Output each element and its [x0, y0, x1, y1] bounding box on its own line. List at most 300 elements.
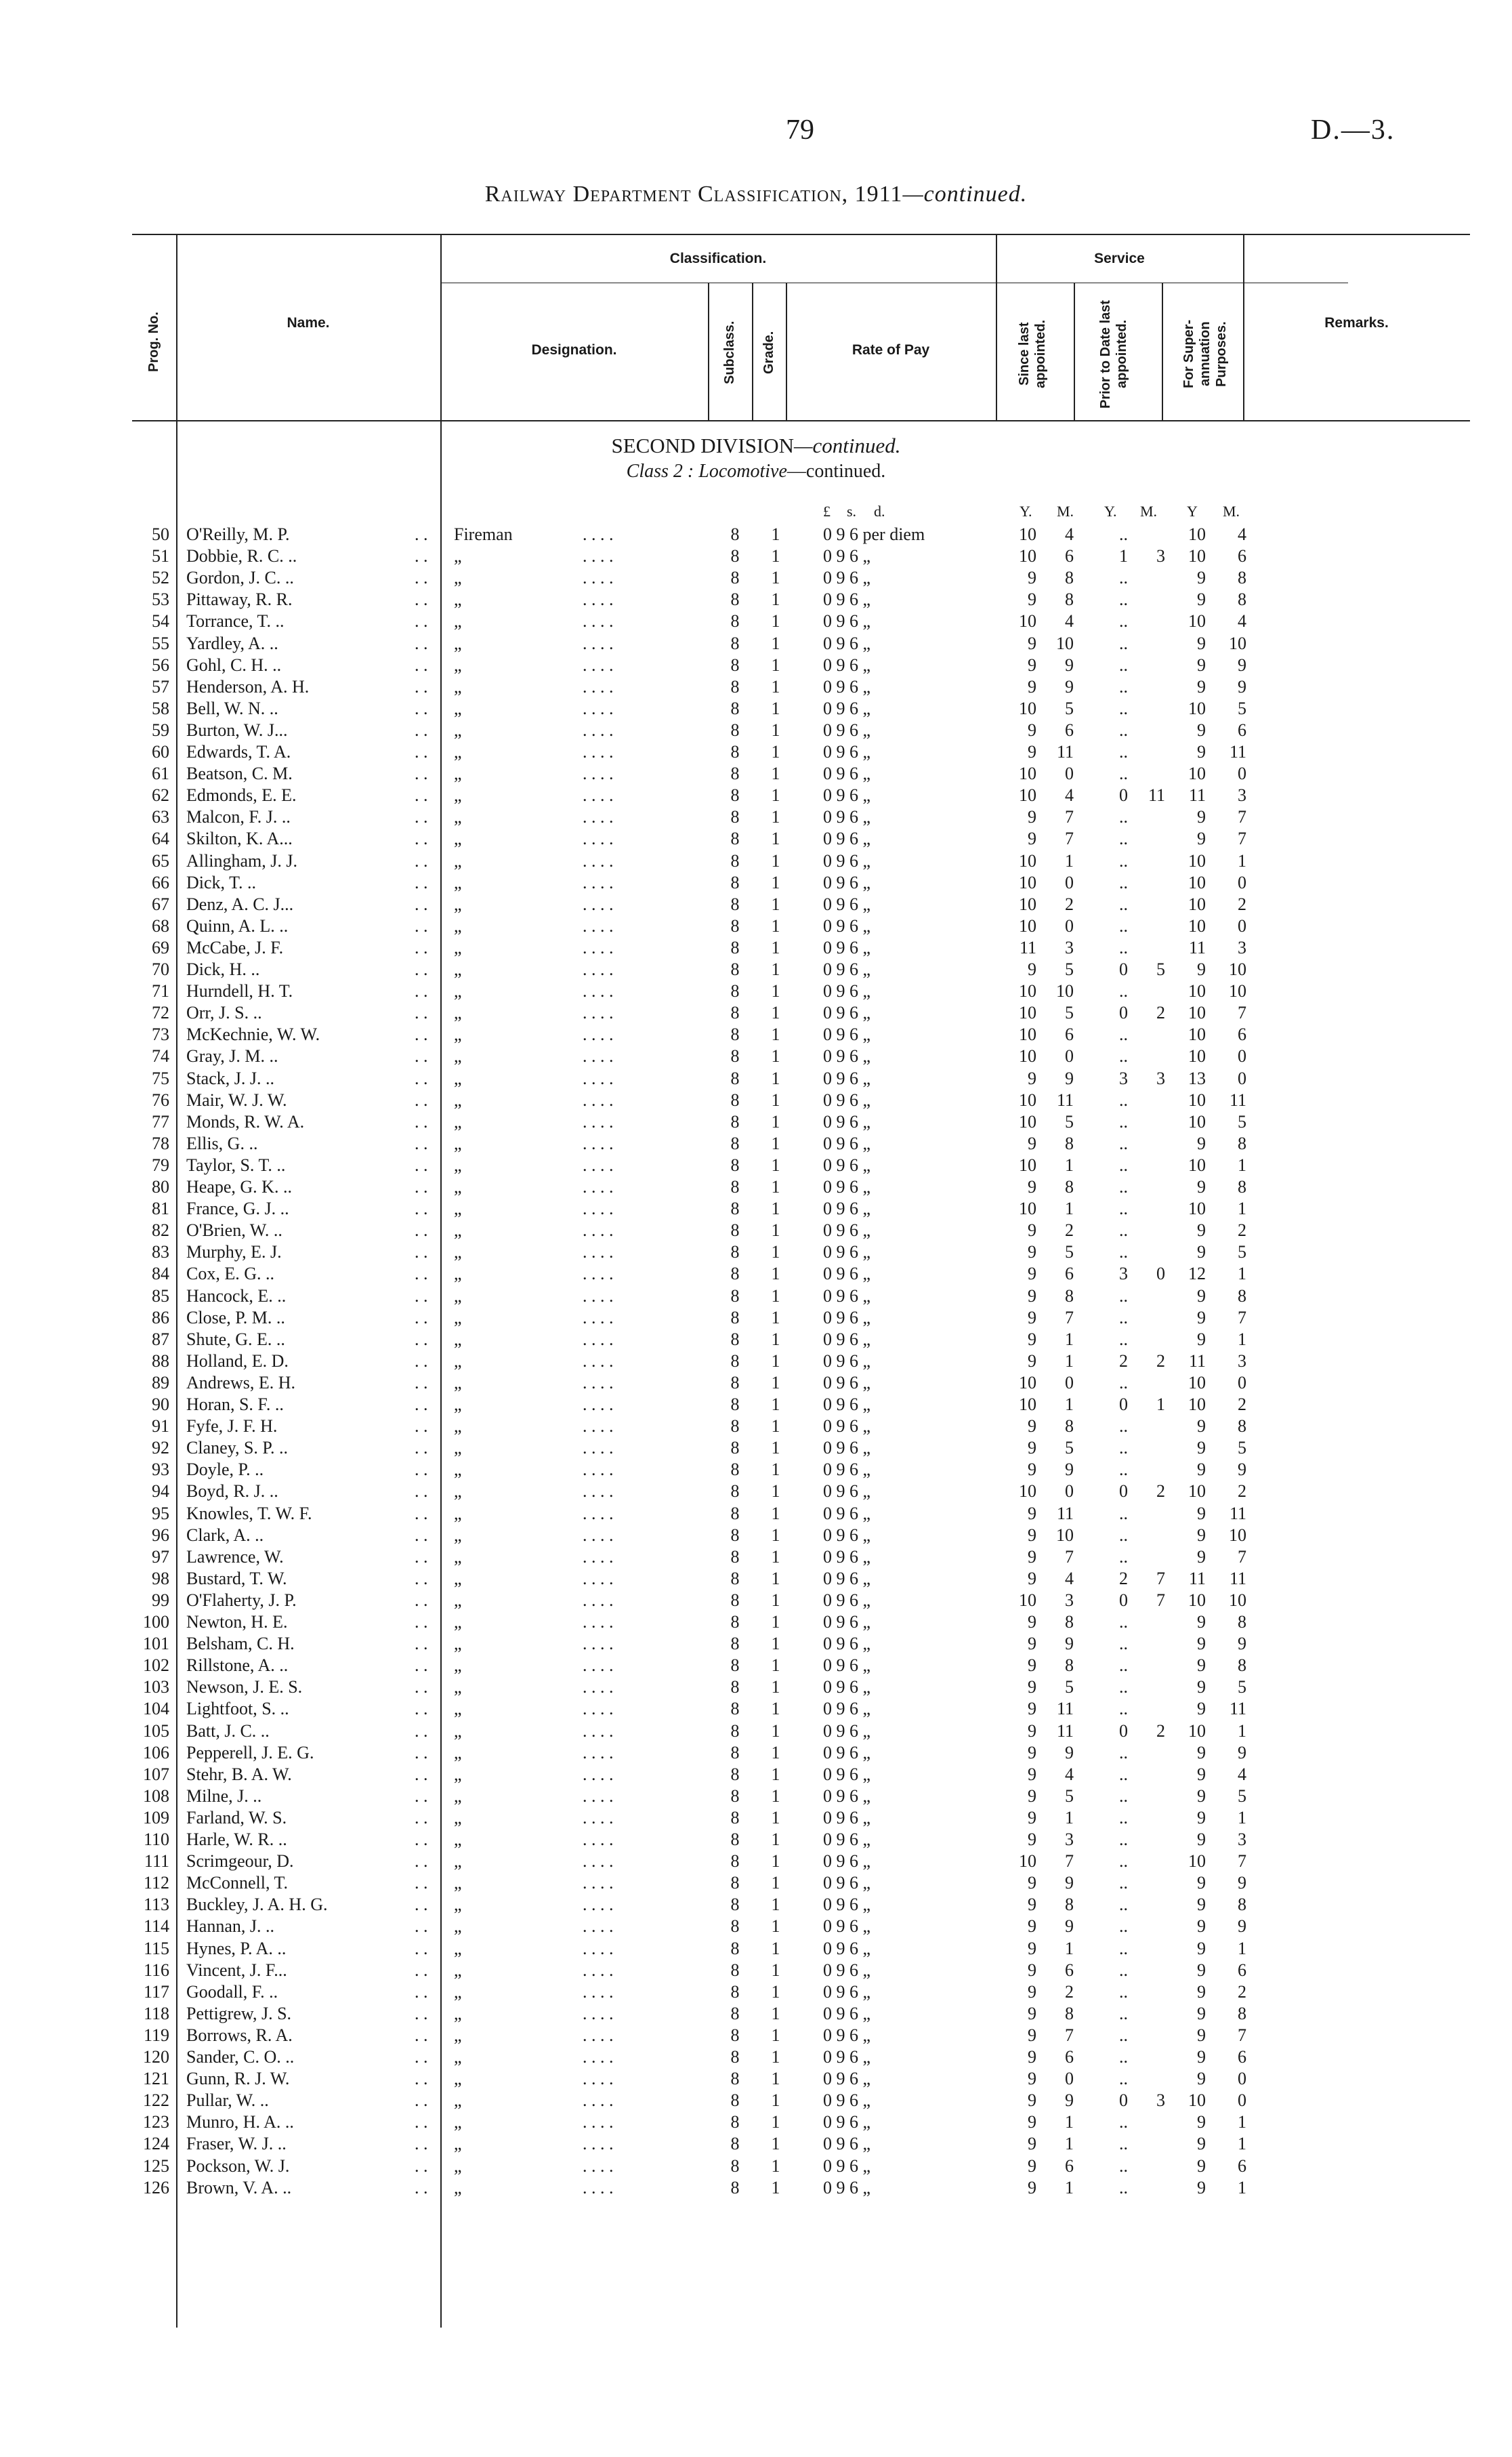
row-number: 79	[152, 1155, 169, 1175]
table-row	[0, 1611, 1512, 1633]
page-title	[0, 182, 1512, 207]
row-number: 126	[143, 2177, 169, 2197]
prior-years: ..	[1119, 1677, 1128, 1697]
designation-leader-dots: . . . .	[583, 1438, 614, 1458]
subclass: 8	[730, 2112, 740, 2132]
prior-years: ..	[1119, 524, 1128, 544]
subclass: 8	[730, 2003, 740, 2023]
table-row	[0, 1872, 1512, 1894]
name-leader-dots: . .	[415, 524, 428, 544]
since-months: 1	[1065, 1395, 1074, 1414]
super-months: 8	[1238, 1612, 1246, 1632]
name-leader-dots: . .	[415, 1851, 428, 1872]
super-years: 11	[1188, 785, 1206, 806]
row-number: 80	[152, 1177, 169, 1197]
designation-leader-dots: . . . .	[583, 590, 614, 610]
super-months: 8	[1238, 1285, 1246, 1306]
grade: 1	[771, 872, 780, 892]
row-number: 50	[152, 524, 169, 544]
super-months: 6	[1238, 2047, 1246, 2067]
since-months: 11	[1056, 1503, 1074, 1523]
row-number: 90	[152, 1395, 169, 1414]
header-remarks: Remarks.	[1324, 315, 1389, 331]
employee-name: Gray, J. M. ..	[186, 1046, 278, 1067]
name-leader-dots: . .	[415, 1503, 428, 1523]
table-row	[0, 937, 1512, 959]
super-years: 9	[1197, 633, 1206, 653]
table-row	[0, 1285, 1512, 1307]
table-row	[0, 1002, 1512, 1024]
row-number: 95	[152, 1503, 169, 1523]
subclass: 8	[730, 1395, 740, 1414]
since-months: 1	[1065, 1938, 1074, 1958]
designation: „	[454, 1155, 462, 1175]
prior-years: ..	[1119, 872, 1128, 892]
employee-name: Pockson, W. J.	[186, 2155, 290, 2176]
designation-leader-dots: . . . .	[583, 1372, 614, 1392]
prior-years: 0	[1119, 1003, 1128, 1023]
name-leader-dots: . .	[415, 1307, 428, 1327]
since-years: 10	[1019, 1851, 1036, 1872]
since-years: 9	[1028, 1807, 1036, 1828]
super-years: 9	[1197, 1873, 1206, 1893]
since-months: 6	[1065, 720, 1074, 740]
rate-of-pay: 0 9 6 „	[823, 720, 871, 740]
employee-name: Edwards, T. A.	[186, 742, 291, 762]
table-row	[0, 1155, 1512, 1176]
super-years: 11	[1188, 1568, 1206, 1588]
since-years: 9	[1028, 2069, 1036, 2089]
prior-years: ..	[1119, 1438, 1128, 1458]
row-number: 120	[143, 2047, 169, 2067]
employee-name: Vincent, J. F...	[186, 1960, 287, 1980]
since-years: 10	[1019, 785, 1036, 806]
row-number: 100	[143, 1612, 169, 1632]
designation: „	[454, 850, 462, 871]
since-years: 10	[1019, 981, 1036, 1002]
super-months: 9	[1238, 1742, 1246, 1762]
row-number: 81	[152, 1199, 169, 1219]
grade: 1	[771, 1438, 780, 1458]
subclass: 8	[730, 2025, 740, 2045]
employee-name: McConnell, T.	[186, 1873, 288, 1893]
super-years: 9	[1197, 1177, 1206, 1197]
super-months: 11	[1229, 742, 1246, 762]
designation: „	[454, 981, 462, 1002]
super-months: 10	[1229, 981, 1246, 1002]
grade: 1	[771, 1111, 780, 1132]
table-top-rule	[132, 234, 1470, 235]
table-row	[0, 2111, 1512, 2133]
since-years: 9	[1028, 2003, 1036, 2023]
header-designation: Designation.	[531, 342, 617, 358]
grade: 1	[771, 1133, 780, 1153]
prior-years: ..	[1119, 807, 1128, 827]
rate-of-pay: 0 9 6 „	[823, 1460, 871, 1480]
designation: „	[454, 1960, 462, 1980]
designation-leader-dots: . . . .	[583, 1350, 614, 1371]
super-months: 7	[1238, 1003, 1246, 1023]
grade: 1	[771, 785, 780, 806]
super-years: 9	[1197, 1785, 1206, 1806]
super-years: 13	[1188, 1068, 1206, 1088]
grade: 1	[771, 1873, 780, 1893]
super-years: 9	[1197, 1830, 1206, 1849]
rate-of-pay: 0 9 6 „	[823, 1025, 871, 1045]
employee-name: Gunn, R. J. W.	[186, 2069, 290, 2089]
row-number: 108	[143, 1785, 169, 1806]
designation-leader-dots: . . . .	[583, 1851, 614, 1872]
since-months: 6	[1065, 546, 1074, 566]
prior-years: ..	[1119, 676, 1128, 697]
since-months: 8	[1065, 1177, 1074, 1197]
since-years: 9	[1028, 1764, 1036, 1784]
subclass: 8	[730, 1155, 740, 1175]
grade: 1	[771, 1830, 780, 1849]
row-number: 72	[152, 1003, 169, 1023]
prior-years: ..	[1119, 590, 1128, 610]
designation: „	[454, 1503, 462, 1523]
prior-months: 7	[1156, 1590, 1165, 1610]
grade: 1	[771, 1851, 780, 1872]
prior-months: 2	[1156, 1350, 1165, 1371]
designation-leader-dots: . . . .	[583, 872, 614, 892]
since-months: 1	[1065, 1199, 1074, 1219]
table-row	[0, 1916, 1512, 1937]
table-row	[0, 1068, 1512, 1090]
table-row	[0, 1263, 1512, 1285]
table-row	[0, 589, 1512, 611]
designation-leader-dots: . . . .	[583, 1677, 614, 1697]
super-months: 8	[1238, 1655, 1246, 1676]
row-number: 57	[152, 676, 169, 697]
rate-of-pay: 0 9 6 „	[823, 1090, 871, 1110]
name-leader-dots: . .	[415, 807, 428, 827]
since-years: 10	[1019, 915, 1036, 936]
designation: „	[454, 1525, 462, 1545]
grade: 1	[771, 676, 780, 697]
prior-years: ..	[1119, 1220, 1128, 1241]
super-months: 7	[1238, 1546, 1246, 1567]
super-years: 10	[1188, 1199, 1206, 1219]
table-row	[0, 1568, 1512, 1590]
table-row	[0, 763, 1512, 785]
since-months: 5	[1065, 1003, 1074, 1023]
employee-name: Hannan, J. ..	[186, 1916, 274, 1937]
name-leader-dots: . .	[415, 698, 428, 718]
designation-leader-dots: . . . .	[583, 1111, 614, 1132]
designation: „	[454, 1634, 462, 1654]
since-months: 6	[1065, 2155, 1074, 2176]
subclass: 8	[730, 655, 740, 675]
since-years: 9	[1028, 1546, 1036, 1567]
designation-leader-dots: . . . .	[583, 1960, 614, 1980]
designation-leader-dots: . . . .	[583, 1025, 614, 1045]
prior-years: 3	[1119, 1264, 1128, 1284]
rate-of-pay: 0 9 6 „	[823, 2155, 871, 2176]
designation-leader-dots: . . . .	[583, 1503, 614, 1523]
super-months: 11	[1229, 1699, 1246, 1719]
grade: 1	[771, 568, 780, 588]
employee-name: Lightfoot, S. ..	[186, 1699, 289, 1719]
prior-years: ..	[1119, 937, 1128, 957]
prior-years: ..	[1119, 2069, 1128, 2089]
subclass: 8	[730, 742, 740, 762]
since-years: 10	[1019, 1003, 1036, 1023]
designation: „	[454, 2112, 462, 2132]
super-years: 9	[1197, 2112, 1206, 2132]
employee-name: Bell, W. N. ..	[186, 698, 278, 718]
table-row	[0, 1307, 1512, 1329]
table-row	[0, 2090, 1512, 2111]
row-number: 99	[152, 1590, 169, 1610]
since-years: 9	[1028, 1634, 1036, 1654]
name-leader-dots: . .	[415, 590, 428, 610]
since-months: 9	[1065, 1916, 1074, 1937]
unit-since-years: Y.	[1020, 503, 1032, 520]
document-reference: D.—3.	[1311, 115, 1395, 146]
row-number: 62	[152, 785, 169, 806]
super-months: 2	[1238, 894, 1246, 914]
grade: 1	[771, 1895, 780, 1915]
row-number: 70	[152, 959, 169, 979]
table-row	[0, 1525, 1512, 1546]
table-row	[0, 1829, 1512, 1851]
row-number: 109	[143, 1807, 169, 1828]
subclass: 8	[730, 1981, 740, 2002]
super-months: 5	[1238, 1785, 1246, 1806]
rate-of-pay: 0 9 6 „	[823, 2069, 871, 2089]
rate-of-pay: 0 9 6 „	[823, 2025, 871, 2045]
rate-of-pay: 0 9 6 „	[823, 1242, 871, 1262]
subclass: 8	[730, 1481, 740, 1502]
since-months: 1	[1065, 1350, 1074, 1371]
rate-of-pay: 0 9 6 „	[823, 676, 871, 697]
employee-name: Cox, E. G. ..	[186, 1264, 274, 1284]
since-years: 9	[1028, 1329, 1036, 1349]
table-row	[0, 1111, 1512, 1133]
rate-of-pay: 0 9 6 „	[823, 1177, 871, 1197]
rate-of-pay: 0 9 6 „	[823, 1612, 871, 1632]
grade: 1	[771, 1395, 780, 1414]
prior-years: ..	[1119, 2177, 1128, 2197]
designation-leader-dots: . . . .	[583, 1003, 614, 1023]
subclass: 8	[730, 1242, 740, 1262]
rate-of-pay: 0 9 6 „	[823, 1003, 871, 1023]
rate-of-pay: 0 9 6 „	[823, 764, 871, 784]
subclass: 8	[730, 2177, 740, 2197]
since-months: 9	[1065, 1873, 1074, 1893]
designation-leader-dots: . . . .	[583, 1046, 614, 1067]
since-years: 9	[1028, 1873, 1036, 1893]
table-row	[0, 1090, 1512, 1111]
employee-name: Denz, A. C. J...	[186, 894, 294, 914]
rate-of-pay: 0 9 6 „	[823, 2003, 871, 2023]
subclass: 8	[730, 1372, 740, 1392]
designation: „	[454, 1307, 462, 1327]
table-row	[0, 567, 1512, 589]
unit-since-months: M.	[1057, 503, 1074, 520]
super-months: 1	[1238, 1329, 1246, 1349]
table-row	[0, 1981, 1512, 2003]
name-leader-dots: . .	[415, 1220, 428, 1241]
subclass: 8	[730, 2090, 740, 2111]
name-leader-dots: . .	[415, 1372, 428, 1392]
row-number: 93	[152, 1460, 169, 1480]
grade: 1	[771, 1612, 780, 1632]
grade: 1	[771, 611, 780, 632]
employee-name: Brown, V. A. ..	[186, 2177, 292, 2197]
grade: 1	[771, 2177, 780, 2197]
name-leader-dots: . .	[415, 1460, 428, 1480]
name-leader-dots: . .	[415, 1003, 428, 1023]
since-months: 0	[1065, 1372, 1074, 1392]
super-months: 2	[1238, 1220, 1246, 1241]
title-text: Railway Department Classification, 1911	[484, 182, 903, 207]
name-leader-dots: . .	[415, 1546, 428, 1567]
table-row	[0, 785, 1512, 806]
designation: „	[454, 1025, 462, 1045]
designation-leader-dots: . . . .	[583, 698, 614, 718]
prior-years: 3	[1119, 1068, 1128, 1088]
designation-leader-dots: . . . .	[583, 2134, 614, 2154]
table-row	[0, 545, 1512, 567]
prior-years: ..	[1119, 1307, 1128, 1327]
table-row	[0, 828, 1512, 850]
super-years: 10	[1188, 1090, 1206, 1110]
name-leader-dots: . .	[415, 1699, 428, 1719]
prior-years: 0	[1119, 1590, 1128, 1610]
super-years: 9	[1197, 1981, 1206, 2002]
rate-of-pay: 0 9 6 „	[823, 1329, 871, 1349]
header-classification: Classification.	[669, 251, 767, 266]
employee-name: McKechnie, W. W.	[186, 1025, 320, 1045]
since-months: 8	[1065, 2003, 1074, 2023]
super-years: 10	[1188, 1395, 1206, 1414]
designation: „	[454, 742, 462, 762]
row-number: 112	[143, 1873, 169, 1893]
name-leader-dots: . .	[415, 764, 428, 784]
name-leader-dots: . .	[415, 2177, 428, 2197]
prior-years: 1	[1119, 546, 1128, 566]
designation: „	[454, 807, 462, 827]
designation-leader-dots: . . . .	[583, 1525, 614, 1545]
grade: 1	[771, 590, 780, 610]
since-years: 11	[1019, 937, 1036, 957]
designation-leader-dots: . . . .	[583, 764, 614, 784]
since-years: 9	[1028, 1981, 1036, 2002]
designation-leader-dots: . . . .	[583, 850, 614, 871]
since-months: 7	[1065, 1546, 1074, 1567]
rate-of-pay: 0 9 6 „	[823, 894, 871, 914]
employee-name: Newson, J. E. S.	[186, 1677, 303, 1697]
since-years: 9	[1028, 1242, 1036, 1262]
designation-leader-dots: . . . .	[583, 1220, 614, 1241]
table-row	[0, 1698, 1512, 1720]
class-continued: —continued.	[786, 461, 886, 482]
grade: 1	[771, 1003, 780, 1023]
super-months: 11	[1229, 1568, 1246, 1588]
employee-name: Harle, W. R. ..	[186, 1830, 287, 1849]
table-row	[0, 698, 1512, 720]
row-number: 65	[152, 850, 169, 871]
designation: „	[454, 568, 462, 588]
super-years: 9	[1197, 2025, 1206, 2045]
employee-name: Monds, R. W. A.	[186, 1111, 305, 1132]
row-number: 98	[152, 1568, 169, 1588]
since-months: 9	[1065, 1068, 1074, 1088]
employee-name: Hancock, E. ..	[186, 1285, 287, 1306]
grade: 1	[771, 1177, 780, 1197]
grade: 1	[771, 1916, 780, 1937]
employee-name: Burton, W. J...	[186, 720, 288, 740]
prior-years: ..	[1119, 1916, 1128, 1937]
since-years: 9	[1028, 676, 1036, 697]
rate-of-pay: 0 9 6 „	[823, 1699, 871, 1719]
subclass: 8	[730, 894, 740, 914]
since-years: 10	[1019, 1090, 1036, 1110]
name-leader-dots: . .	[415, 1438, 428, 1458]
prior-years: ..	[1119, 1177, 1128, 1197]
rate-of-pay: 0 9 6 „	[823, 1133, 871, 1153]
table-row	[0, 1437, 1512, 1459]
since-months: 5	[1065, 1242, 1074, 1262]
designation: „	[454, 1460, 462, 1480]
grade: 1	[771, 1372, 780, 1392]
since-years: 9	[1028, 1264, 1036, 1284]
name-leader-dots: . .	[415, 1395, 428, 1414]
prior-years: ..	[1119, 1546, 1128, 1567]
since-months: 1	[1065, 2177, 1074, 2197]
subclass: 8	[730, 2134, 740, 2154]
name-leader-dots: . .	[415, 1155, 428, 1175]
employee-name: Borrows, R. A.	[186, 2025, 293, 2045]
since-months: 2	[1065, 1981, 1074, 2002]
row-number: 117	[143, 1981, 169, 2002]
prior-years: ..	[1119, 1873, 1128, 1893]
division-name: SECOND DIVISION	[611, 434, 794, 457]
since-years: 10	[1019, 1372, 1036, 1392]
table-row	[0, 1546, 1512, 1568]
rate-of-pay: 0 9 6 „	[823, 655, 871, 675]
super-months: 2	[1238, 1395, 1246, 1414]
row-number: 114	[143, 1916, 169, 1937]
table-row	[0, 915, 1512, 937]
subclass: 8	[730, 2069, 740, 2089]
prior-years: ..	[1119, 698, 1128, 718]
header-name: Name.	[287, 315, 330, 331]
table-row	[0, 1241, 1512, 1263]
designation-leader-dots: . . . .	[583, 720, 614, 740]
since-years: 9	[1028, 1612, 1036, 1632]
table-row	[0, 611, 1512, 632]
rate-of-pay: 0 9 6 „	[823, 785, 871, 806]
designation-leader-dots: . . . .	[583, 742, 614, 762]
prior-months: 1	[1156, 1395, 1165, 1414]
since-years: 10	[1019, 1111, 1036, 1132]
prior-years: ..	[1119, 2003, 1128, 2023]
super-months: 0	[1238, 1046, 1246, 1067]
designation-leader-dots: . . . .	[583, 1307, 614, 1327]
super-months: 1	[1238, 2177, 1246, 2197]
unit-super-years: Y	[1187, 503, 1198, 520]
super-months: 3	[1238, 785, 1246, 806]
super-years: 11	[1188, 1350, 1206, 1371]
super-months: 0	[1238, 1068, 1246, 1088]
designation: „	[454, 633, 462, 653]
since-months: 5	[1065, 959, 1074, 979]
designation-leader-dots: . . . .	[583, 611, 614, 632]
